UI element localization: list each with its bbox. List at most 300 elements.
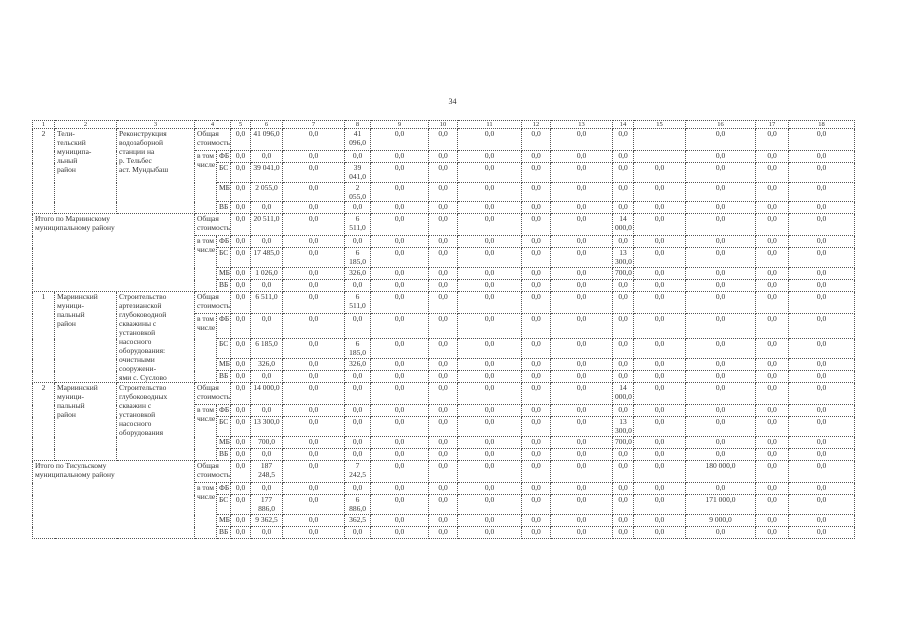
value-cell: 0,0 — [429, 129, 458, 151]
value-cell: 0,0 — [429, 151, 458, 163]
value-cell: 0,0 — [789, 359, 855, 371]
value-cell: 0,0 — [429, 527, 458, 539]
value-cell: 0,0 — [634, 417, 686, 437]
value-cell: 0,0 — [551, 495, 613, 515]
value-cell: 0,0 — [251, 151, 283, 163]
value-cell: 0,0 — [458, 359, 522, 371]
value-cell: 0,0 — [686, 214, 756, 236]
value-cell: 0,0 — [686, 236, 756, 248]
column-header: 6 — [251, 121, 283, 129]
budget-table — [32, 120, 855, 539]
value-cell: 0,0 — [522, 339, 551, 359]
funding-source: МБ — [217, 268, 231, 280]
value-cell: 39 041,0 — [251, 163, 283, 183]
value-cell: 0,0 — [429, 268, 458, 280]
value-cell: 326,0 — [345, 268, 371, 280]
total-cost-label: Общая стоимость — [195, 129, 231, 151]
value-cell: 0,0 — [686, 417, 756, 437]
value-cell: 0,0 — [686, 449, 756, 461]
value-cell: 0,0 — [613, 405, 634, 417]
value-cell: 0,0 — [429, 405, 458, 417]
value-cell: 0,0 — [429, 383, 458, 405]
value-cell: 7 242,5 — [345, 461, 371, 483]
value-cell: 0,0 — [371, 236, 429, 248]
value-cell: 0,0 — [231, 405, 251, 417]
value-cell: 0,0 — [429, 183, 458, 202]
funding-source: ФБ — [217, 151, 231, 163]
value-cell: 0,0 — [283, 292, 345, 314]
value-cell: 326,0 — [251, 359, 283, 371]
value-cell: 0,0 — [231, 183, 251, 202]
value-cell: 0,0 — [789, 248, 855, 268]
value-cell: 0,0 — [429, 236, 458, 248]
value-cell: 0,0 — [231, 214, 251, 236]
column-header: 17 — [756, 121, 789, 129]
funding-source: БС — [217, 248, 231, 268]
value-cell: 0,0 — [522, 461, 551, 483]
value-cell: 0,0 — [345, 437, 371, 449]
value-cell: 0,0 — [756, 371, 789, 383]
column-header: 15 — [634, 121, 686, 129]
value-cell: 0,0 — [613, 292, 634, 314]
value-cell: 0,0 — [231, 339, 251, 359]
column-header: 8 — [345, 121, 371, 129]
value-cell: 0,0 — [522, 163, 551, 183]
value-cell: 0,0 — [789, 314, 855, 339]
value-cell: 0,0 — [231, 163, 251, 183]
funding-source: МБ — [217, 359, 231, 371]
value-cell: 0,0 — [345, 449, 371, 461]
value-cell: 20 511,0 — [251, 214, 283, 236]
value-cell: 0,0 — [686, 129, 756, 151]
value-cell: 0,0 — [458, 183, 522, 202]
total-cost-label: Общая стоимость — [195, 461, 231, 483]
value-cell: 0,0 — [551, 417, 613, 437]
value-cell: 0,0 — [789, 449, 855, 461]
value-cell: 0,0 — [371, 248, 429, 268]
value-cell: 0,0 — [522, 359, 551, 371]
value-cell: 700,0 — [251, 437, 283, 449]
funding-source: ФБ — [217, 405, 231, 417]
value-cell: 0,0 — [458, 248, 522, 268]
value-cell: 0,0 — [458, 437, 522, 449]
value-cell: 39 041,0 — [345, 163, 371, 183]
value-cell: 0,0 — [371, 359, 429, 371]
value-cell: 0,0 — [522, 129, 551, 151]
value-cell: 0,0 — [283, 163, 345, 183]
value-cell: 0,0 — [686, 292, 756, 314]
value-cell: 6 511,0 — [251, 292, 283, 314]
total-cost-label: Общая стоимость — [195, 383, 231, 405]
funding-source: БС — [217, 339, 231, 359]
including-label: в том числе — [195, 405, 217, 461]
value-cell: 0,0 — [789, 268, 855, 280]
value-cell: 0,0 — [613, 314, 634, 339]
value-cell: 0,0 — [634, 163, 686, 183]
value-cell: 0,0 — [522, 515, 551, 527]
value-cell: 0,0 — [686, 371, 756, 383]
value-cell: 0,0 — [458, 292, 522, 314]
value-cell: 0,0 — [231, 383, 251, 405]
value-cell: 177 886,0 — [251, 495, 283, 515]
value-cell: 0,0 — [231, 292, 251, 314]
value-cell: 0,0 — [634, 214, 686, 236]
value-cell: 0,0 — [458, 461, 522, 483]
value-cell: 0,0 — [251, 483, 283, 495]
column-header: 18 — [789, 121, 855, 129]
value-cell: 0,0 — [371, 214, 429, 236]
value-cell — [634, 129, 686, 151]
value-cell: 0,0 — [756, 437, 789, 449]
value-cell: 362,5 — [345, 515, 371, 527]
value-cell: 0,0 — [551, 359, 613, 371]
value-cell: 14 000,0 — [251, 383, 283, 405]
value-cell: 0,0 — [551, 163, 613, 183]
value-cell: 0,0 — [429, 449, 458, 461]
value-cell: 6 511,0 — [345, 292, 371, 314]
value-cell: 0,0 — [756, 314, 789, 339]
value-cell: 1 026,0 — [251, 268, 283, 280]
value-cell: 0,0 — [429, 214, 458, 236]
value-cell: 0,0 — [283, 280, 345, 292]
value-cell: 0,0 — [251, 527, 283, 539]
value-cell: 0,0 — [231, 151, 251, 163]
subtotal-label: Итого по Тисульскому муниципальному району — [33, 461, 195, 539]
including-label: в том числе — [195, 151, 217, 214]
value-cell: 0,0 — [458, 151, 522, 163]
total-cost-label: Общая стоимость — [195, 214, 231, 236]
value-cell: 0,0 — [789, 163, 855, 183]
value-cell: 0,0 — [756, 495, 789, 515]
value-cell: 0,0 — [634, 515, 686, 527]
row-number: 2 — [33, 383, 55, 461]
value-cell: 0,0 — [429, 437, 458, 449]
value-cell: 0,0 — [429, 163, 458, 183]
value-cell: 0,0 — [756, 268, 789, 280]
value-cell: 0,0 — [371, 314, 429, 339]
value-cell: 0,0 — [789, 129, 855, 151]
value-cell: 0,0 — [613, 151, 634, 163]
value-cell: 0,0 — [458, 449, 522, 461]
column-header: 14 — [613, 121, 634, 129]
value-cell: 0,0 — [345, 202, 371, 214]
value-cell: 0,0 — [371, 495, 429, 515]
value-cell: 0,0 — [429, 461, 458, 483]
value-cell: 0,0 — [551, 129, 613, 151]
value-cell: 0,0 — [789, 527, 855, 539]
value-cell: 0,0 — [371, 163, 429, 183]
value-cell: 0,0 — [231, 371, 251, 383]
value-cell: 0,0 — [429, 202, 458, 214]
value-cell: 0,0 — [634, 371, 686, 383]
value-cell: 0,0 — [634, 248, 686, 268]
value-cell: 0,0 — [231, 280, 251, 292]
value-cell: 0,0 — [371, 383, 429, 405]
column-header: 13 — [551, 121, 613, 129]
value-cell: 0,0 — [686, 183, 756, 202]
value-cell: 0,0 — [789, 183, 855, 202]
funding-source: ВБ — [217, 527, 231, 539]
value-cell: 0,0 — [789, 461, 855, 483]
value-cell: 0,0 — [756, 202, 789, 214]
value-cell: 0,0 — [686, 339, 756, 359]
value-cell: 13 300,0 — [613, 417, 634, 437]
value-cell: 41 096,0 — [251, 129, 283, 151]
table-row — [33, 461, 855, 483]
value-cell: 0,0 — [371, 417, 429, 437]
value-cell: 0,0 — [686, 405, 756, 417]
value-cell: 0,0 — [283, 483, 345, 495]
value-cell: 0,0 — [634, 236, 686, 248]
funding-source: БС — [217, 163, 231, 183]
value-cell: 0,0 — [345, 483, 371, 495]
value-cell: 0,0 — [686, 437, 756, 449]
value-cell: 0,0 — [345, 236, 371, 248]
value-cell: 0,0 — [756, 359, 789, 371]
value-cell: 0,0 — [458, 202, 522, 214]
value-cell: 0,0 — [756, 248, 789, 268]
funding-source: ФБ — [217, 236, 231, 248]
value-cell: 0,0 — [458, 383, 522, 405]
value-cell: 0,0 — [231, 236, 251, 248]
value-cell: 0,0 — [371, 449, 429, 461]
value-cell: 171 000,0 — [686, 495, 756, 515]
value-cell: 0,0 — [756, 383, 789, 405]
value-cell: 0,0 — [458, 214, 522, 236]
value-cell: 0,0 — [613, 280, 634, 292]
value-cell: 0,0 — [283, 236, 345, 248]
funding-source: ВБ — [217, 371, 231, 383]
object-name: Строительство глубоководных скважин с установкой насосного оборудования — [117, 383, 195, 461]
subtotal-label: Итого по Мариинскому муниципальному району — [33, 214, 195, 292]
value-cell: 9 000,0 — [686, 515, 756, 527]
value-cell: 0,0 — [551, 202, 613, 214]
value-cell: 0,0 — [789, 339, 855, 359]
including-label: в том числе — [195, 483, 217, 539]
value-cell: 0,0 — [251, 371, 283, 383]
page-number: 34 — [448, 97, 457, 106]
column-header: 16 — [686, 121, 756, 129]
value-cell: 0,0 — [458, 371, 522, 383]
value-cell: 0,0 — [551, 314, 613, 339]
value-cell: 0,0 — [551, 339, 613, 359]
value-cell: 0,0 — [345, 314, 371, 339]
value-cell: 0,0 — [371, 151, 429, 163]
value-cell: 0,0 — [756, 151, 789, 163]
value-cell: 0,0 — [429, 359, 458, 371]
value-cell: 0,0 — [551, 248, 613, 268]
value-cell: 0,0 — [371, 183, 429, 202]
value-cell: 0,0 — [371, 371, 429, 383]
value-cell: 0,0 — [283, 183, 345, 202]
value-cell: 0,0 — [371, 339, 429, 359]
value-cell: 0,0 — [789, 371, 855, 383]
value-cell: 14 000,0 — [613, 214, 634, 236]
value-cell: 17 485,0 — [251, 248, 283, 268]
column-header: 12 — [522, 121, 551, 129]
value-cell: 0,0 — [458, 236, 522, 248]
municipality-name: Тели- тельский муниципа- льный район — [55, 129, 117, 214]
value-cell: 0,0 — [283, 314, 345, 339]
value-cell: 0,0 — [283, 371, 345, 383]
value-cell: 0,0 — [789, 151, 855, 163]
value-cell: 0,0 — [522, 280, 551, 292]
value-cell: 0,0 — [551, 280, 613, 292]
value-cell: 0,0 — [756, 461, 789, 483]
value-cell: 0,0 — [458, 339, 522, 359]
value-cell: 0,0 — [551, 449, 613, 461]
value-cell: 0,0 — [283, 202, 345, 214]
value-cell: 0,0 — [251, 405, 283, 417]
value-cell: 0,0 — [283, 461, 345, 483]
value-cell: 0,0 — [522, 483, 551, 495]
value-cell: 0,0 — [371, 292, 429, 314]
column-header: 5 — [231, 121, 251, 129]
value-cell: 0,0 — [371, 405, 429, 417]
value-cell: 0,0 — [231, 527, 251, 539]
column-header: 7 — [283, 121, 345, 129]
value-cell: 0,0 — [283, 417, 345, 437]
funding-source: МБ — [217, 515, 231, 527]
value-cell: 0,0 — [522, 202, 551, 214]
table-row — [33, 129, 855, 151]
value-cell: 0,0 — [686, 359, 756, 371]
value-cell: 0,0 — [789, 515, 855, 527]
value-cell: 6 185,0 — [345, 248, 371, 268]
value-cell: 0,0 — [551, 383, 613, 405]
value-cell: 0,0 — [231, 449, 251, 461]
value-cell: 0,0 — [789, 405, 855, 417]
value-cell: 0,0 — [551, 515, 613, 527]
row-number: 2 — [33, 129, 55, 214]
value-cell: 0,0 — [371, 483, 429, 495]
value-cell: 0,0 — [613, 515, 634, 527]
value-cell: 6 185,0 — [345, 339, 371, 359]
value-cell: 0,0 — [613, 527, 634, 539]
value-cell: 0,0 — [458, 527, 522, 539]
value-cell: 0,0 — [283, 248, 345, 268]
value-cell: 0,0 — [251, 202, 283, 214]
value-cell: 0,0 — [789, 202, 855, 214]
value-cell: 0,0 — [522, 495, 551, 515]
value-cell: 0,0 — [551, 214, 613, 236]
value-cell: 0,0 — [634, 183, 686, 202]
value-cell: 0,0 — [345, 417, 371, 437]
funding-source: ВБ — [217, 280, 231, 292]
value-cell: 0,0 — [371, 129, 429, 151]
value-cell: 0,0 — [429, 483, 458, 495]
value-cell: 0,0 — [458, 314, 522, 339]
value-cell: 0,0 — [613, 163, 634, 183]
value-cell: 0,0 — [283, 383, 345, 405]
value-cell: 0,0 — [522, 292, 551, 314]
value-cell: 0,0 — [371, 437, 429, 449]
value-cell: 0,0 — [522, 371, 551, 383]
value-cell: 0,0 — [756, 183, 789, 202]
value-cell: 0,0 — [634, 292, 686, 314]
value-cell: 0,0 — [789, 483, 855, 495]
value-cell: 0,0 — [522, 214, 551, 236]
value-cell: 0,0 — [231, 202, 251, 214]
value-cell: 0,0 — [522, 383, 551, 405]
value-cell: 0,0 — [522, 405, 551, 417]
municipality-name: Мариинский муници- пальный район — [55, 292, 117, 383]
value-cell: 0,0 — [231, 268, 251, 280]
funding-source: ВБ — [217, 202, 231, 214]
value-cell: 14 000,0 — [613, 383, 634, 405]
value-cell: 0,0 — [522, 449, 551, 461]
funding-source: МБ — [217, 437, 231, 449]
value-cell: 0,0 — [551, 371, 613, 383]
value-cell: 0,0 — [634, 461, 686, 483]
value-cell: 0,0 — [686, 202, 756, 214]
value-cell: 0,0 — [634, 405, 686, 417]
value-cell: 0,0 — [756, 339, 789, 359]
value-cell: 0,0 — [371, 461, 429, 483]
value-cell: 0,0 — [231, 359, 251, 371]
value-cell: 0,0 — [429, 495, 458, 515]
value-cell: 0,0 — [231, 495, 251, 515]
value-cell: 0,0 — [458, 495, 522, 515]
value-cell: 0,0 — [756, 417, 789, 437]
value-cell: 0,0 — [756, 405, 789, 417]
value-cell: 0,0 — [686, 280, 756, 292]
value-cell: 0,0 — [551, 151, 613, 163]
value-cell: 6 511,0 — [345, 214, 371, 236]
value-cell: 0,0 — [251, 280, 283, 292]
value-cell: 0,0 — [429, 417, 458, 437]
value-cell: 0,0 — [634, 383, 686, 405]
table-row — [33, 383, 855, 405]
value-cell: 0,0 — [283, 449, 345, 461]
value-cell: 0,0 — [634, 527, 686, 539]
value-cell: 0,0 — [429, 280, 458, 292]
value-cell: 0,0 — [613, 183, 634, 202]
value-cell: 326,0 — [345, 359, 371, 371]
value-cell: 0,0 — [283, 214, 345, 236]
value-cell: 0,0 — [634, 268, 686, 280]
value-cell: 0,0 — [231, 461, 251, 483]
value-cell: 700,0 — [613, 268, 634, 280]
value-cell: 0,0 — [231, 129, 251, 151]
value-cell: 0,0 — [613, 129, 634, 151]
value-cell: 0,0 — [634, 280, 686, 292]
value-cell: 0,0 — [283, 527, 345, 539]
value-cell: 0,0 — [251, 236, 283, 248]
value-cell: 0,0 — [231, 515, 251, 527]
including-label: в том числе — [195, 236, 217, 292]
value-cell: 0,0 — [458, 280, 522, 292]
value-cell: 0,0 — [429, 248, 458, 268]
value-cell: 0,0 — [634, 314, 686, 339]
value-cell: 0,0 — [429, 339, 458, 359]
value-cell: 0,0 — [634, 437, 686, 449]
column-header: 9 — [371, 121, 429, 129]
value-cell: 0,0 — [686, 151, 756, 163]
value-cell: 0,0 — [613, 202, 634, 214]
value-cell: 0,0 — [429, 292, 458, 314]
value-cell: 0,0 — [789, 280, 855, 292]
value-cell: 0,0 — [231, 483, 251, 495]
value-cell: 0,0 — [686, 163, 756, 183]
column-header: 10 — [429, 121, 458, 129]
value-cell: 0,0 — [756, 515, 789, 527]
value-cell: 0,0 — [522, 314, 551, 339]
column-header: 4 — [195, 121, 231, 129]
value-cell: 13 300,0 — [613, 248, 634, 268]
value-cell: 0,0 — [756, 129, 789, 151]
value-cell: 0,0 — [686, 527, 756, 539]
